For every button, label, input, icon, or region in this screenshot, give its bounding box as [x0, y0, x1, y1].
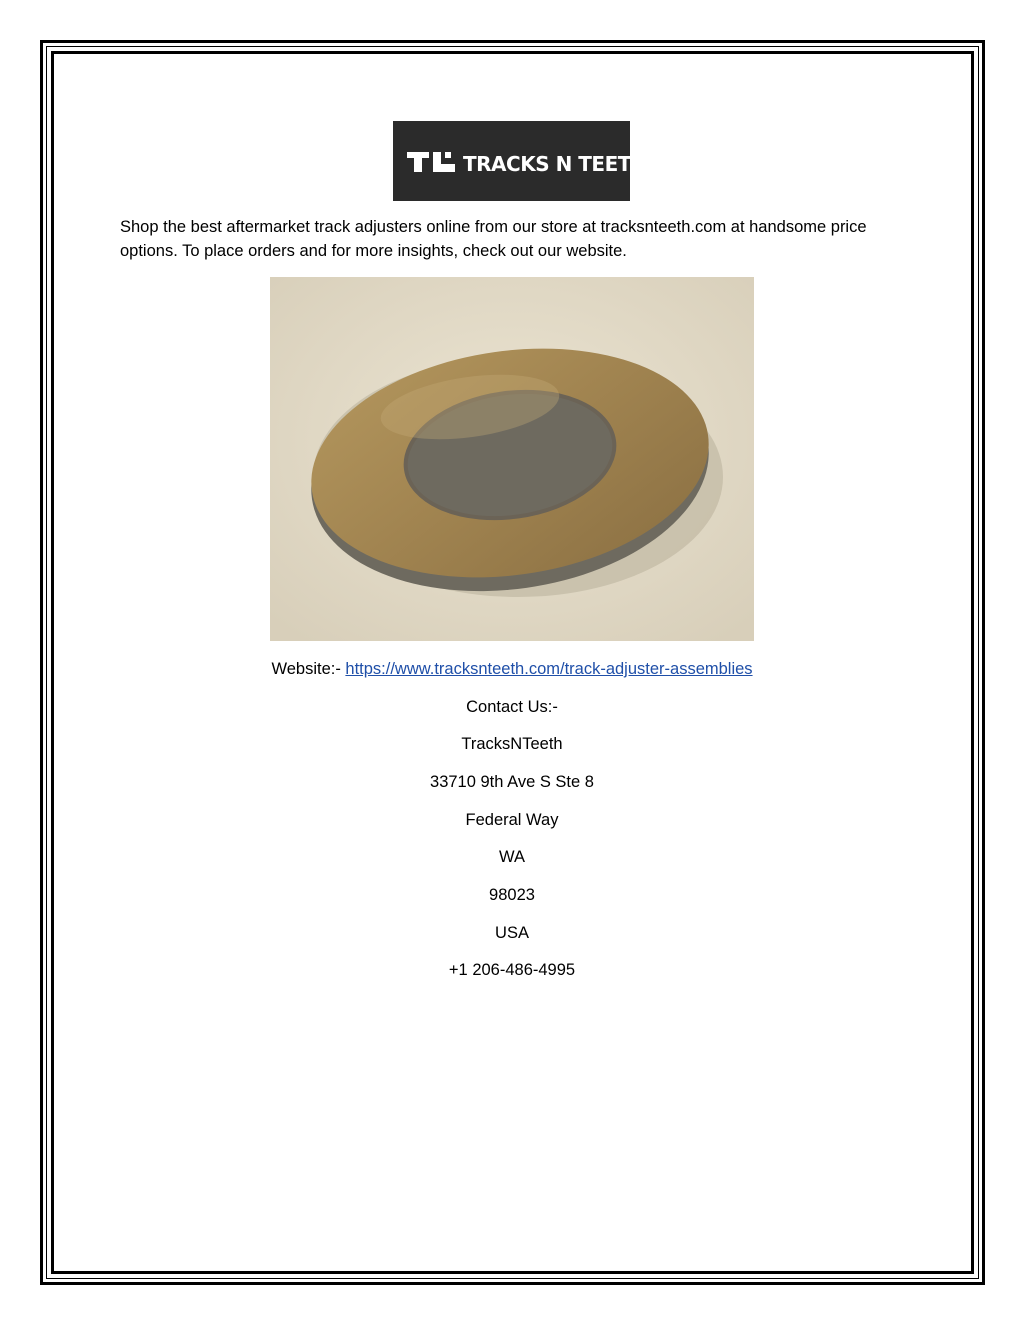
city: Federal Way [465, 811, 559, 829]
logo-mark-icon [407, 141, 647, 181]
state: WA [499, 848, 525, 866]
zip-code: 98023 [489, 886, 535, 904]
company-name: TracksNTeeth [461, 735, 563, 753]
country: USA [495, 924, 529, 942]
website-link[interactable]: https://www.tracksnteeth.com/track-adjuster-assemblies [345, 660, 753, 678]
website-label: Website:- [271, 660, 346, 678]
website-line [0, 658, 1024, 680]
tracks-n-teeth-logo [393, 121, 647, 201]
contact-heading: Contact Us:- [466, 698, 558, 716]
logo-text: TRACKS N TEETH [462, 152, 647, 176]
phone-number: +1 206-486-4995 [448, 961, 576, 979]
track-adjuster-washer-photo [270, 277, 754, 641]
intro-paragraph: Shop the best aftermarket track adjusters online from our store at tracksnteeth.com at handsome price options. To place orders and for more insights, check out our website. [120, 218, 867, 260]
street-address: 33710 9th Ave S Ste 8 [430, 773, 594, 791]
